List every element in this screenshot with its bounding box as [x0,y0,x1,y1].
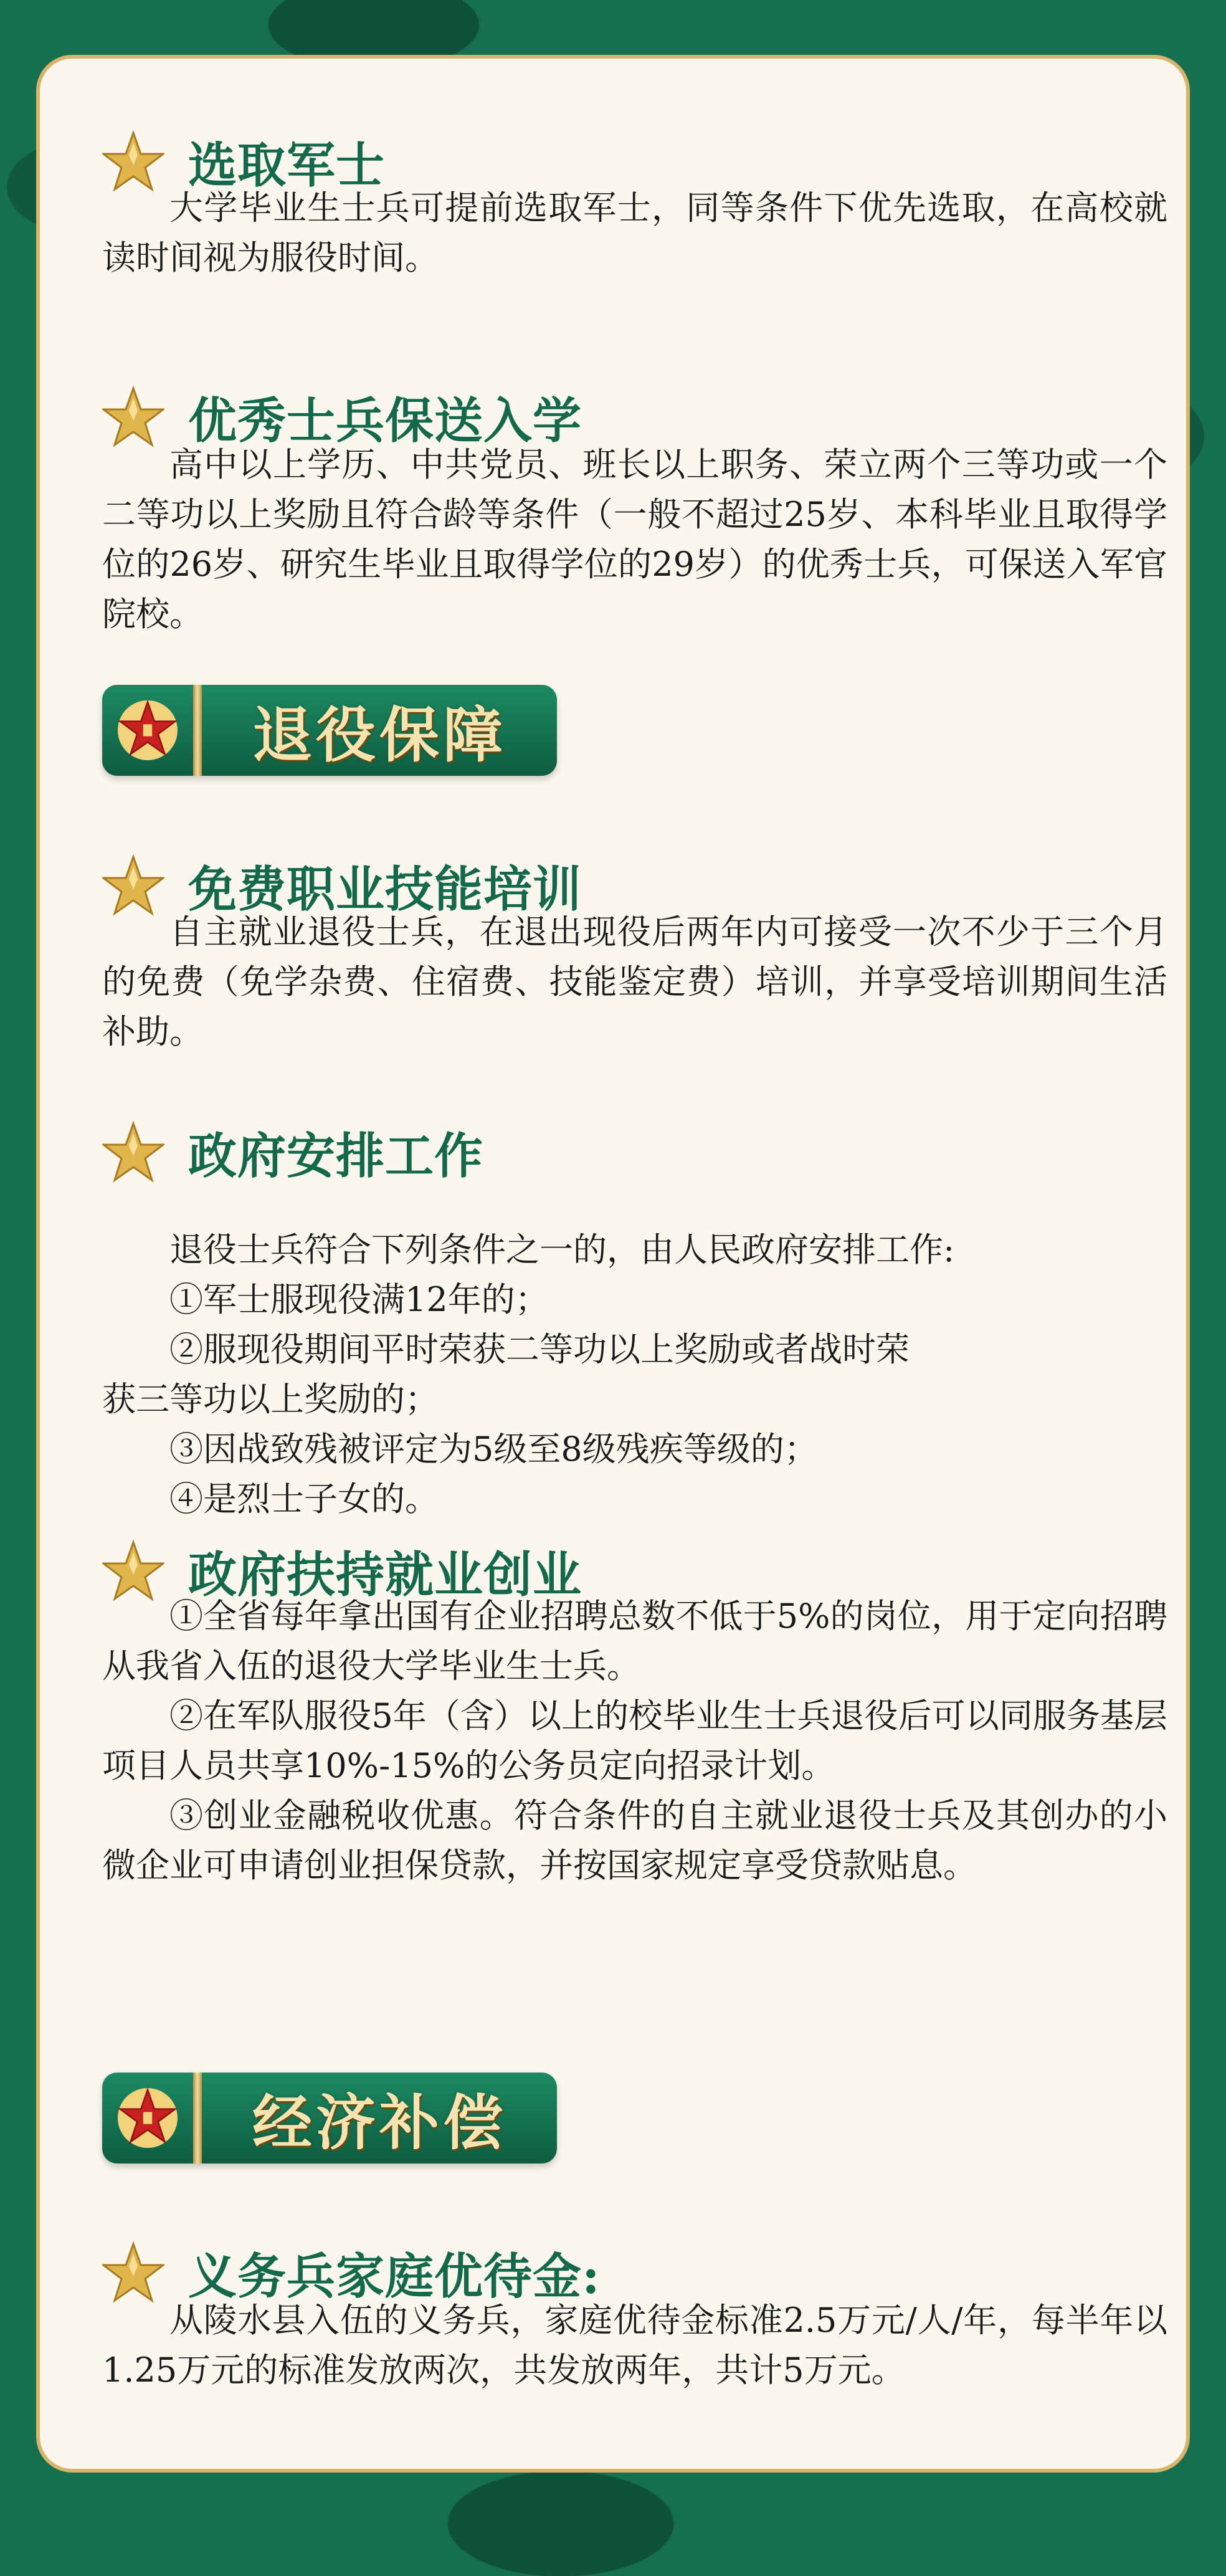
banner-title: 退役保障 [252,699,506,770]
job-intro: 退役士兵符合下列条件之一的，由人民政府安排工作: [169,1230,955,1269]
section-title: 政府安排工作 [188,1128,484,1185]
job-item-3: ③因战致残被评定为5级至8级残疾等级的； [169,1429,818,1469]
job-item-2b: 获三等功以上奖励的； [102,1380,439,1419]
section-title: 选取军士 [188,137,386,194]
army-star-emblem-icon [102,685,193,776]
recommend-school-text: 高中以上学历、中共党员、班长以上职务、荣立两个三等功或一个二等功以上奖励且符合龄等条件（一般不超过25岁、本科毕业且取得学位的26岁、研究生毕业且取得学位的29岁）的优秀士兵，可保送入军官院校。 [102,445,1167,634]
banner-divider [193,2073,202,2163]
heading-job-arrangement [102,1118,483,1186]
job-item-2a: ②服现役期间平时荣获二等功以上奖励或者战时荣 [169,1330,910,1369]
banner-compensation [102,2073,557,2163]
banner-retirement [102,685,557,776]
content-card [36,55,1190,2473]
section-title: 政府扶持就业创业 [188,1547,582,1603]
employment-support-body [102,1591,1167,1891]
section-title: 优秀士兵保送入学 [188,393,582,449]
section-title: 义务兵家庭优待金: [188,2248,601,2305]
star-icon [102,386,164,448]
select-sergeant-text: 大学毕业生士兵可提前选取军士，同等条件下优先选取，在高校就读时间视为服役时间。 [102,188,1167,277]
army-star-emblem-icon [102,2073,193,2163]
job-arrangement-list [102,1225,1167,1524]
section-title: 免费职业技能培训 [188,861,582,918]
banner-divider [193,685,202,776]
employment-item-3: ③创业金融税收优惠。符合条件的自主就业退役士兵及其创办的小微企业可申请创业担保贷款，并按国家规定享受贷款贴息。 [102,1796,1167,1885]
star-icon [102,2241,164,2304]
star-icon [102,1121,164,1183]
job-item-1: ①军士服现役满12年的； [169,1280,549,1319]
job-item-4: ④是烈士子女的。 [169,1479,439,1519]
family-allowance-text: 从陵水县入伍的义务兵，家庭优待金标准2.5万元/人/年，每半年以1.25万元的标准发放两次，共发放两年，共计5万元。 [102,2301,1167,2390]
banner-title: 经济补偿 [252,2087,506,2158]
training-text: 自主就业退役士兵，在退出现役后两年内可接受一次不少于三个月的免费（免学杂费、住宿费、技能鉴定费）培训，并享受培训期间生活补助。 [102,912,1167,1051]
employment-item-1: ①全省每年拿出国有企业招聘总数不低于5%的岗位，用于定向招聘从我省入伍的退役大学毕业生士兵。 [102,1596,1167,1686]
employment-item-2: ②在军队服役5年（含）以上的校毕业生士兵退役后可以同服务基层项目人员共享10%-15%的公务员定向招录计划。 [102,1696,1167,1785]
